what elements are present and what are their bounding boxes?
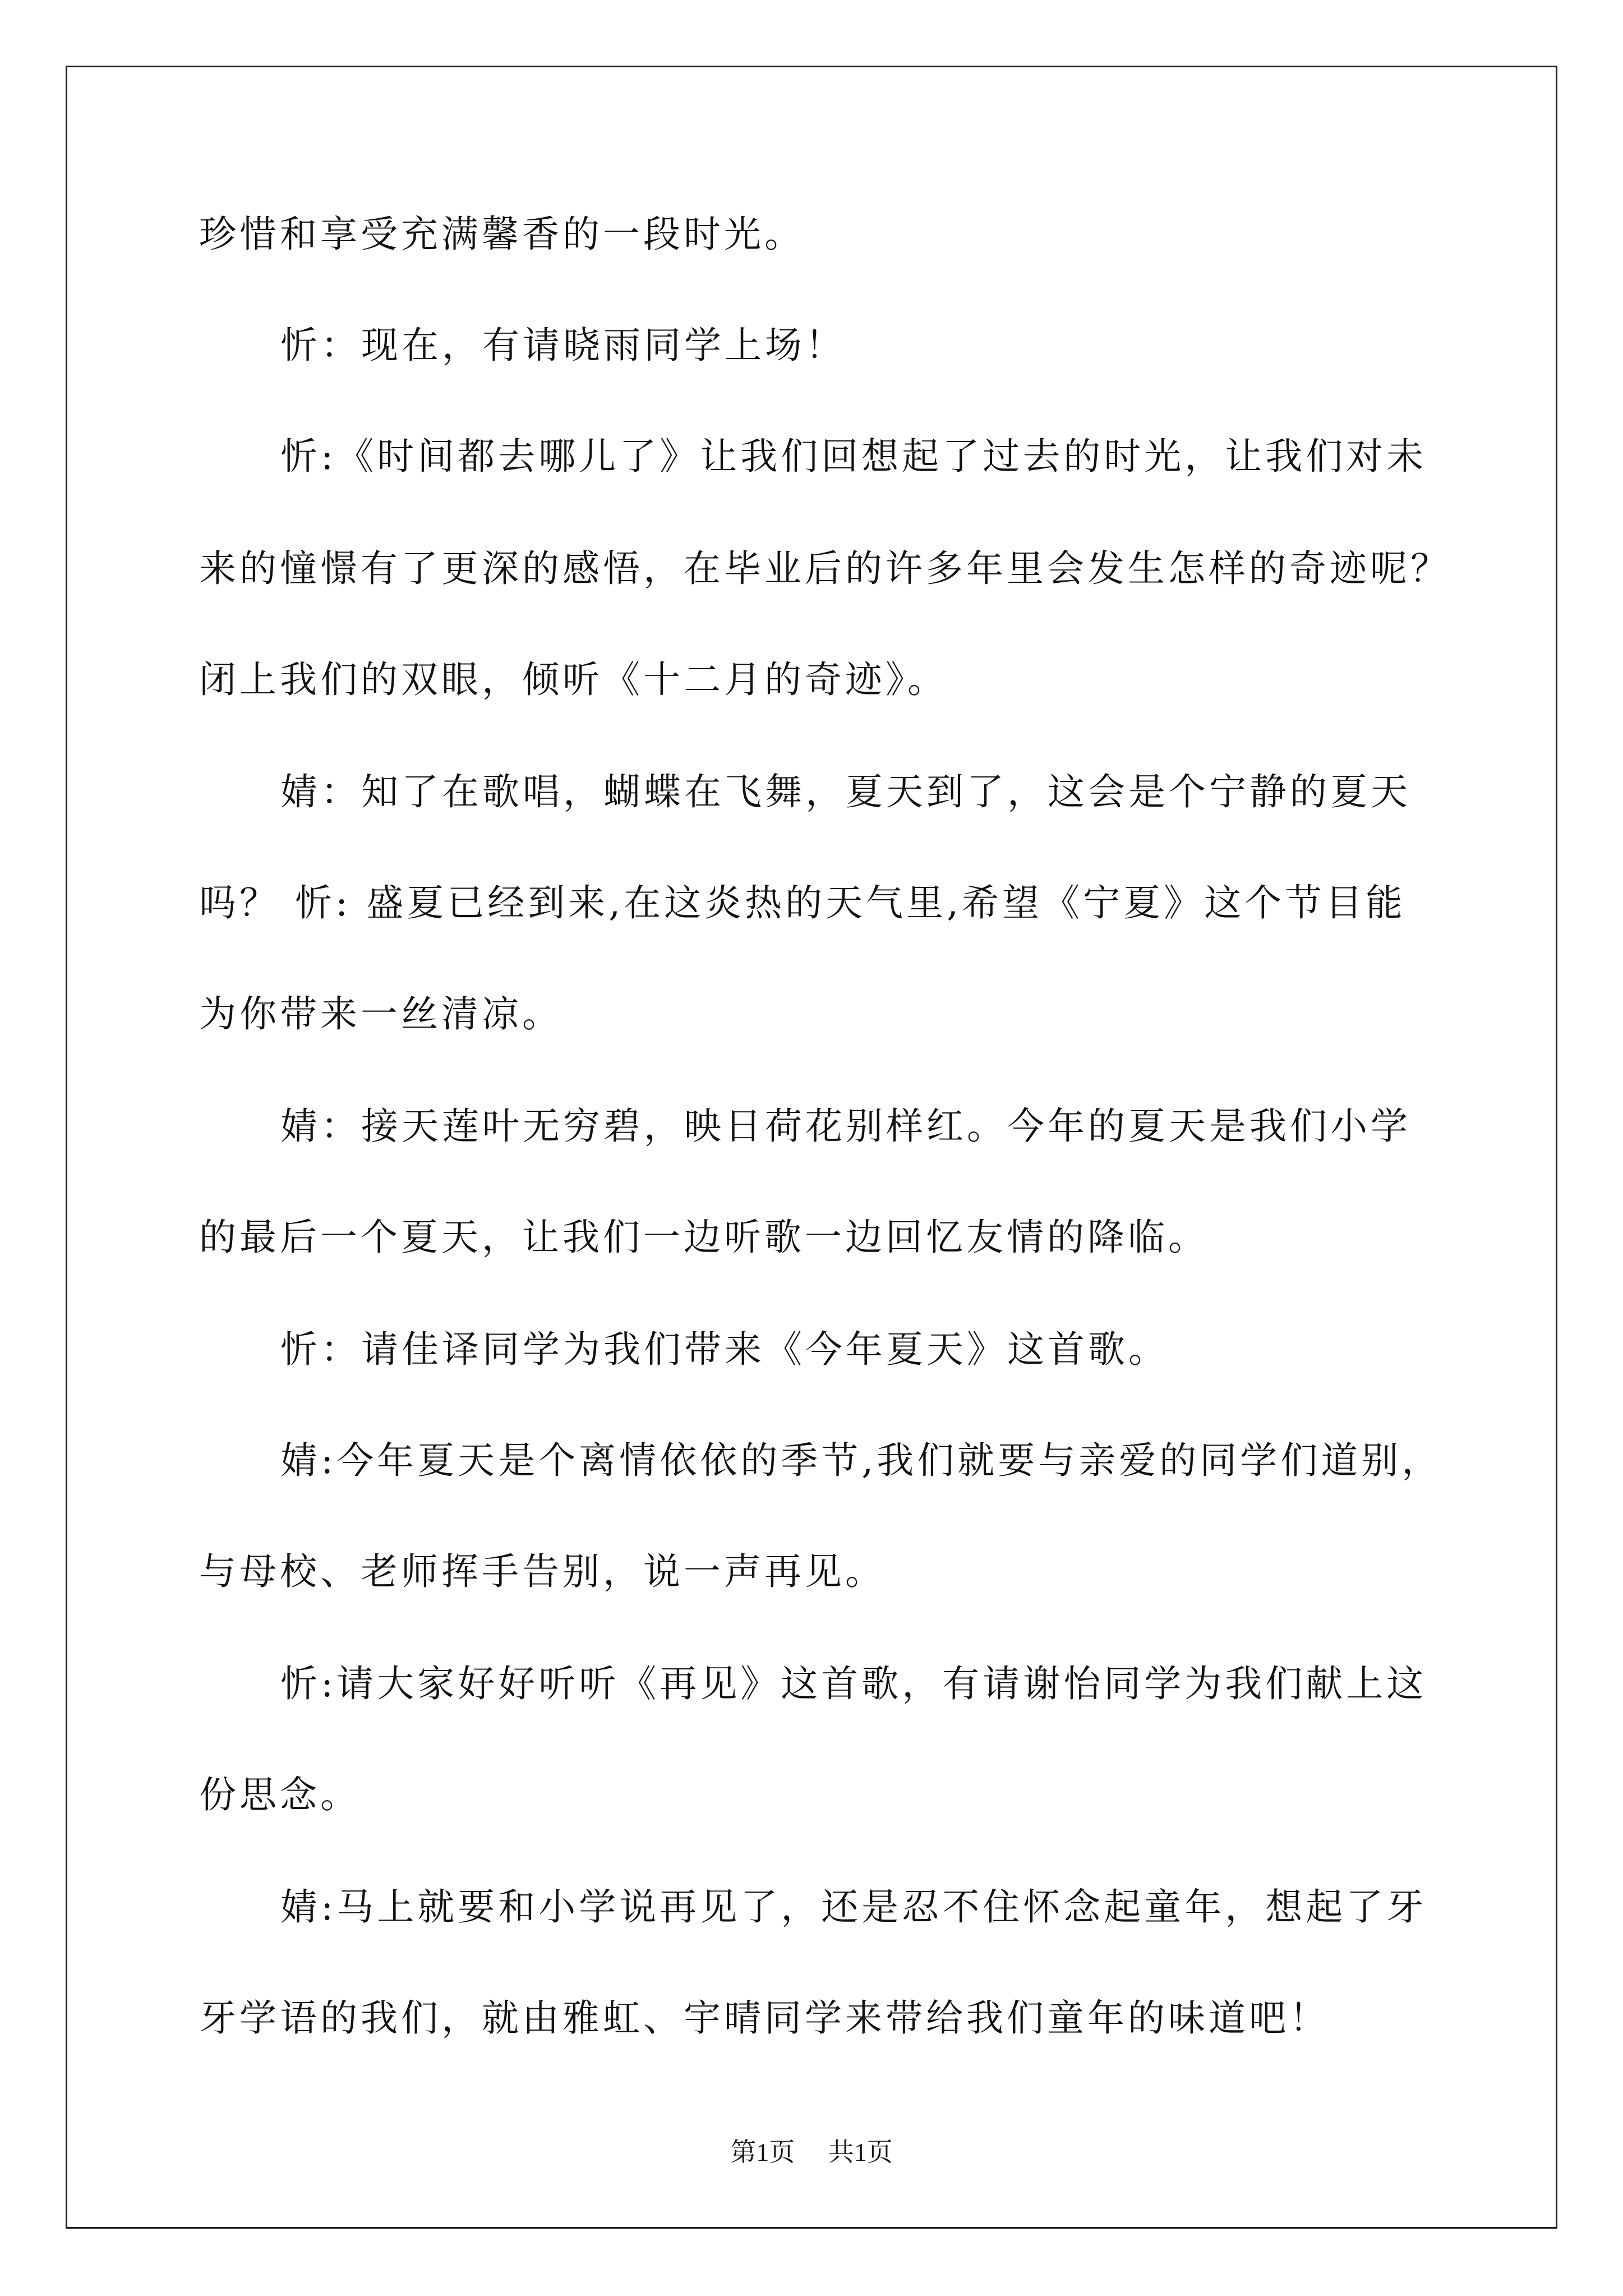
text-line: 婧:马上就要和小学说再见了，还是忍不住怀念起童年，想起了牙 xyxy=(280,1885,1427,1929)
page-total: 共1页 xyxy=(828,2138,893,2166)
text-line: 为你带来一丝清凉。 xyxy=(199,992,562,1036)
text-line: 忻：请佳译同学为我们带来《今年夏天》这首歌。 xyxy=(280,1328,1169,1371)
text-line: 忻:《时间都去哪儿了》让我们回想起了过去的时光，让我们对未 xyxy=(280,435,1427,478)
text-line: 忻：现在，有请晓雨同学上场！ xyxy=(280,324,846,367)
text-line: 婧：知了在歌唱，蝴蝶在飞舞，夏天到了，这会是个宁静的夏天 xyxy=(280,770,1411,813)
text-line: 与母校、老师挥手告别，说一声再见。 xyxy=(199,1550,886,1593)
page-number: 第1页 xyxy=(730,2138,795,2166)
text-line: 闭上我们的双眼，倾听《十二月的奇迹》。 xyxy=(199,658,948,701)
page-footer xyxy=(0,2132,1623,2169)
text-line: 婧:今年夏天是个离情依依的季节,我们就要与亲爱的同学们道别， xyxy=(280,1439,1442,1482)
text-line: 忻:请大家好好听听《再见》这首歌，有请谢怡同学为我们献上这 xyxy=(280,1662,1427,1705)
text-line: 牙学语的我们，就由雅虹、宇晴同学来带给我们童年的味道吧！ xyxy=(199,1996,1330,2040)
text-line: 珍惜和享受充满馨香的一段时光。 xyxy=(199,213,805,256)
text-line: 吗？ 忻: 盛夏已经到来,在这炎热的天气里,希望《宁夏》这个节目能 xyxy=(199,881,1407,924)
text-line: 婧：接天莲叶无穷碧，映日荷花别样红。今年的夏天是我们小学 xyxy=(280,1105,1411,1148)
text-line: 的最后一个夏天，让我们一边听歌一边回忆友情的降临。 xyxy=(199,1216,1209,1259)
text-line: 来的憧憬有了更深的感悟，在毕业后的许多年里会发生怎样的奇迹呢？ xyxy=(199,547,1451,590)
text-line: 份思念。 xyxy=(199,1773,361,1816)
